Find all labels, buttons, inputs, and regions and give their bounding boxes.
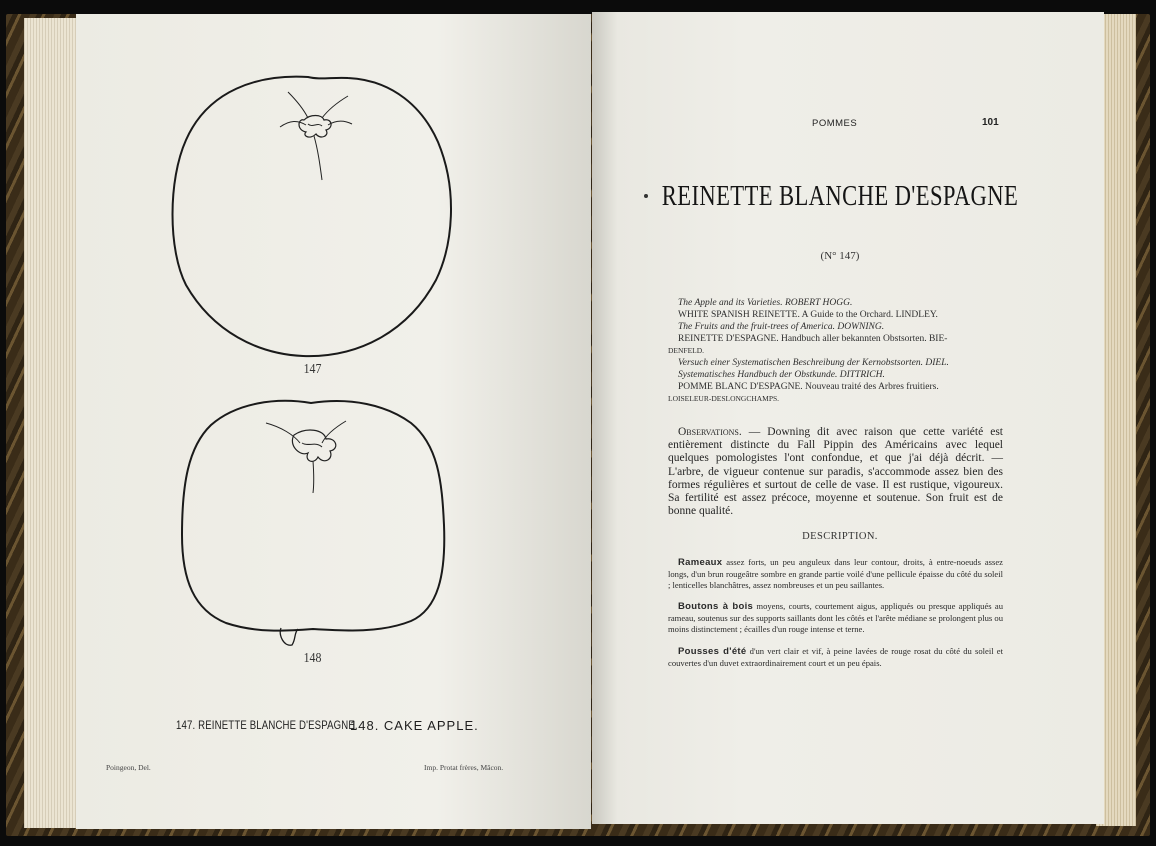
description-text: d'un vert clair et vif, à peine lavées de rouge rosat du côté du soleil et couvertes d'un duvet extraordinairement court et un peu épais. — [668, 646, 1003, 668]
synonym-line: The Fruits and the fruit-trees of America. DOWNING. — [678, 322, 885, 332]
apple-147-drawing — [168, 70, 458, 370]
credit-draftsman: Poingeon, Del. — [106, 763, 151, 772]
title-bullet — [644, 194, 648, 198]
synonymy-list — [668, 297, 1003, 405]
observations-label: Observations. — [678, 426, 742, 438]
caption-147: 147. REINETTE BLANCHE D'ESPAGNE. — [176, 718, 358, 732]
synonym-line: DENFELD. — [668, 346, 705, 355]
description-term: Boutons à bois — [678, 601, 754, 612]
description-text: assez forts, un peu anguleux dans leur contour, droits, à entre-noeuds assez longs, d'un brun rougeâtre sombre en grande partie voilé d'une pellicule épaisse du côté du soleil ; lenticelles blanchâtres, assez nombreuses et un peu saillantes. — [668, 557, 1003, 590]
description-term: Pousses d'été — [678, 646, 747, 657]
description-term: Rameaux — [678, 557, 723, 568]
credit-printer: Imp. Protat frères, Mâcon. — [424, 763, 504, 772]
running-head: POMMES — [812, 118, 858, 129]
page-number: 101 — [982, 117, 999, 128]
synonym-line: WHITE SPANISH REINETTE. A Guide to the Orchard. LINDLEY. — [678, 310, 938, 320]
synonym-line: LOISELEUR-DESLONGCHAMPS. — [668, 394, 780, 403]
figure-number-147: 147 — [303, 362, 322, 377]
description-text: moyens, courts, courtement aigus, appliqués ou presque appliqués au rameau, soutenus sur des supports saillants dont les côtés et l'arête médiane se prolongent plus ou moins distinctement ; écailles d'un rouge intense et terne. — [668, 601, 1004, 634]
left-page-edges — [24, 18, 84, 828]
observations-text: — Downing dit avec raison que cette variété est entièrement distincte du Fall Pippin des Américains avec lequel quelques pomologistes l'ont confondue, et que j'ai déjà décrit. — L'arbre, de vigueur contenue sur paradis, s'accommode assez bien des formes régulières et surtout de celle de vase. Il est rustique, vigoureux. Sa fertilité est assez précoce, moyenne et soutenue. Son fruit est de bonne qualité. — [668, 426, 1003, 518]
observations-paragraph — [668, 426, 1003, 518]
variety-title: REINETTE BLANCHE D'ESPAGNE — [661, 180, 1019, 212]
caption-148: 148. CAKE APPLE. — [350, 718, 479, 733]
apple-148-drawing — [176, 395, 450, 651]
synonym-line: Versuch einer Systematischen Beschreibung der Kernobstsorten. DIEL. — [678, 358, 949, 368]
plate-caption — [176, 718, 479, 733]
description-boutons — [668, 601, 1003, 634]
right-page — [592, 12, 1104, 824]
description-pousses — [668, 646, 1003, 669]
synonym-line: Systematisches Handbuch der Obstkunde. DITTRICH. — [678, 370, 885, 380]
synonym-line: POMME BLANC D'ESPAGNE. Nouveau traité des Arbres fruitiers. — [678, 382, 939, 392]
synonym-line: The Apple and its Varieties. ROBERT HOGG. — [678, 298, 853, 308]
variety-number: (N° 147) — [820, 250, 860, 262]
description-rameaux — [668, 557, 1003, 590]
description-heading: DESCRIPTION. — [802, 531, 878, 542]
figure-number-148: 148 — [303, 651, 322, 666]
synonym-line: REINETTE D'ESPAGNE. Handbuch aller bekannten Obstsorten. BIE- — [678, 334, 948, 344]
